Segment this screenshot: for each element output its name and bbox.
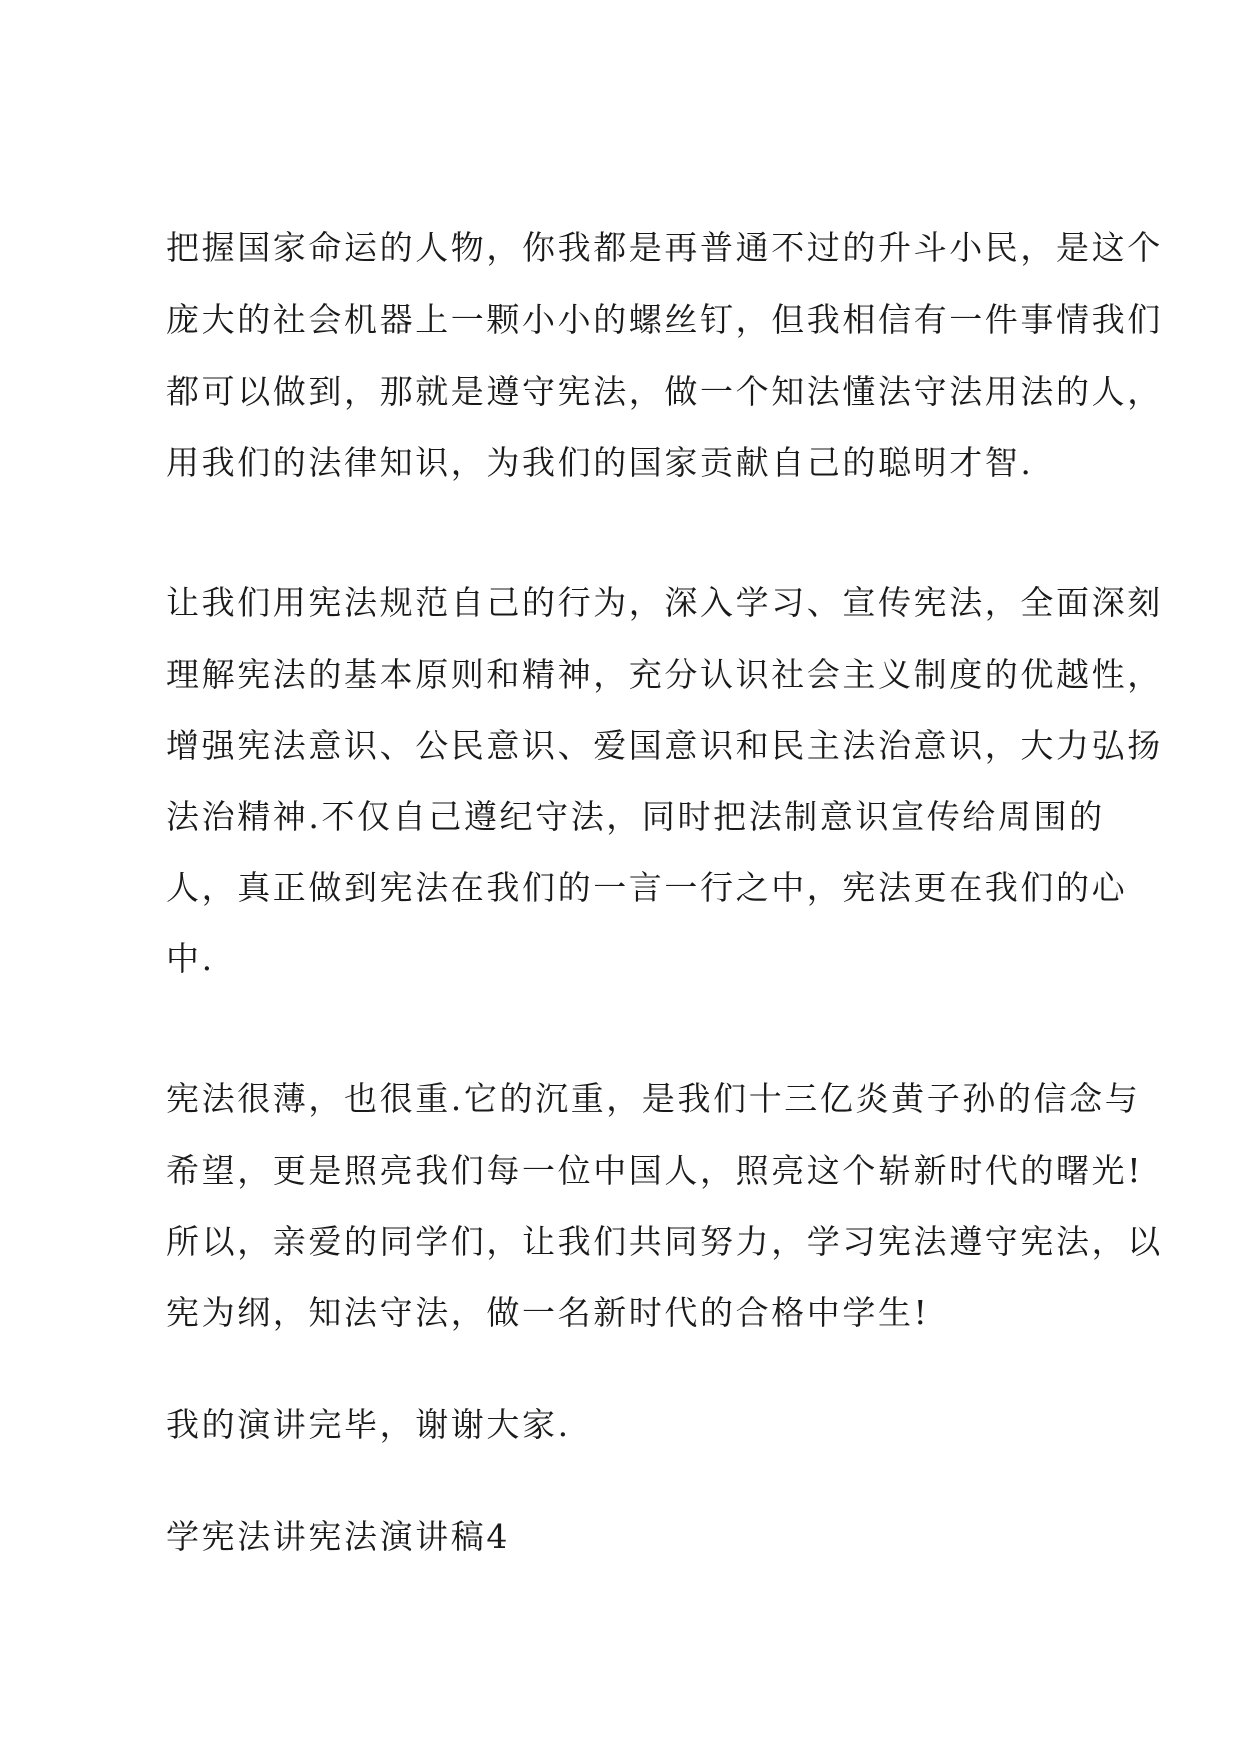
text-line: 法治精神.不仅自己遵纪守法，同时把法制意识宣传给周围的 [166, 797, 1105, 836]
text-line: 学宪法讲宪法演讲稿4 [166, 1517, 510, 1556]
text-line: 中. [166, 939, 215, 978]
text-line: 增强宪法意识、公民意识、爱国意识和民主法治意识，大力弘扬 [166, 726, 1163, 765]
text-line: 都可以做到，那就是遵守宪法，做一个知法懂法守法用法的人， [166, 372, 1163, 411]
text-line: 理解宪法的基本原则和精神，充分认识社会主义制度的优越性， [166, 655, 1163, 694]
text-line: 把握国家命运的人物，你我都是再普通不过的升斗小民，是这个 [166, 228, 1163, 267]
text-line: 庞大的社会机器上一颗小小的螺丝钉，但我相信有一件事情我们 [166, 300, 1163, 339]
text-line: 宪为纲，知法守法，做一名新时代的合格中学生! [166, 1293, 930, 1332]
text-line: 宪法很薄，也很重.它的沉重，是我们十三亿炎黄子孙的信念与 [166, 1079, 1141, 1118]
text-line: 希望，更是照亮我们每一位中国人，照亮这个崭新时代的曙光! [166, 1151, 1144, 1190]
text-line: 人，真正做到宪法在我们的一言一行之中，宪法更在我们的心 [166, 868, 1128, 907]
text-line: 用我们的法律知识，为我们的国家贡献自己的聪明才智. [166, 443, 1034, 482]
text-line: 让我们用宪法规范自己的行为，深入学习、宣传宪法，全面深刻 [166, 583, 1163, 622]
text-line: 所以，亲爱的同学们，让我们共同努力，学习宪法遵守宪法，以 [166, 1222, 1163, 1261]
text-line: 我的演讲完毕，谢谢大家. [166, 1405, 571, 1444]
